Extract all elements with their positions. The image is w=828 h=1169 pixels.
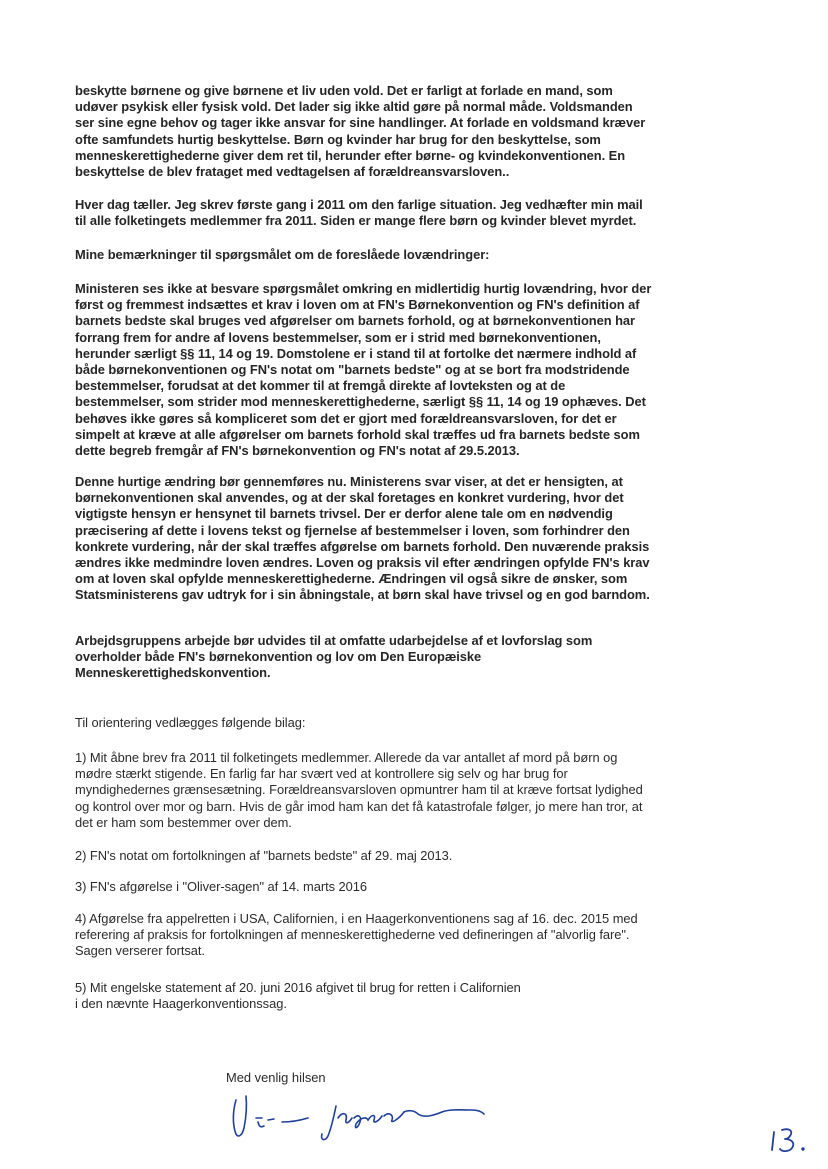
paragraph-minister-answer: Ministeren ses ikke at besvare spørgsmålet omkring en midlertidig hurtig lovændring, hvor der først og fremmest indsættes et krav i loven om at FN's Børnekonvention og FN's definition af barnets bedste skal bruges ved afgørelser om barnets forhold, og at børnekonventionen har forrang frem for andre af lovens bestemmelser, som er i strid med børnekonventionen, herunder særligt §§ 11, 14 og 19. Domstolene er i stand til at fortolke det nærmere indhold af både børnekonventionen og FN's notat om "barnets bedste" og at se bort fra modstridende bestemmelser, forudsat at det kommer til at fremgå direkte af lovteksten og at de bestemmelser, som strider mod menneskerettighederne, særligt §§ 11, 14 og 19 ophæves. Det behøves ikke gøres så kompliceret som det er gjort med forældreansvarsloven, for det er simpelt at kræve at alle afgørelser om barnets forhold skal træffes ud fra barnets bedste som dette begreb fremgår af FN's børnekonvention og FN's notat af 29.5.2013. bbox=[75, 281, 652, 459]
closing-greeting: Med venlig hilsen bbox=[226, 1070, 326, 1085]
attachment-item-5: 5) Mit engelske statement af 20. juni 2016 afgivet til brug for retten i Californien i den nævnte Haagerkonventionssag. bbox=[75, 980, 521, 1012]
attachment-item-1: 1) Mit åbne brev fra 2011 til folketingets medlemmer. Allerede da var antallet af mord på børn og mødre stærkt stigende. En farlig far har svært ved at kontrollere sig selv og har brug for myndighedernes grænsesætning. Forældreansvarsloven opmuntrer ham til at kræve fortsat lydighed og kontrol over mor og barn. Hvis de går imod ham kan det få katastrofale følger, jo mere han tror, at det er ham som bestemmer over dem. bbox=[75, 750, 643, 830]
paragraph-attachments-intro: Til orientering vedlægges følgende bilag: bbox=[75, 715, 306, 730]
page-number-icon bbox=[768, 1124, 812, 1154]
paragraph-quick-change: Denne hurtige ændring bør gennemføres nu. Ministerens svar viser, at det er hensigten, at børnekonventionen skal anvendes, og at der skal foretages en konkret vurdering, hvor det vigtigste hensyn er hensynet til barnets trivsel. Der er derfor alene tale om en nødvendig præcisering af dette i lovens tekst og fjernelse af bestemmelser i loven, som forhindrer den konkrete vurdering, når der skal træffes afgørelse om barnets forhold. Den nuværende praksis ændres ikke medmindre loven ændres. Loven og praksis vil efter ændringen opfylde FN's krav om at loven skal opfylde menneskerettighederne. Ændringen vil også sikre de ønsker, som Statsministerens gav udtryk for i sin åbningstale, at børn skal have trivsel og en god barndom. bbox=[75, 474, 650, 603]
paragraph-working-group: Arbejdsgruppens arbejde bør udvides til at omfatte udarbejdelse af et lovforslag som overholder både FN's børnekonvention og lov om Den Europæiske Menneskerettighedskonvention. bbox=[75, 633, 593, 681]
paragraph-protection-of-children: beskytte børnene og give børnene et liv uden vold. Det er farligt at forlade en mand, som udøver psykisk eller fysisk vold. Det lader sig ikke altid gøre på normal måde. Voldsmanden ser sine egne behov og tager ikke ansvar for sine handlinger. At forlade en voldsmand kræver ofte samfundets hurtig beskyttelse. Børn og kvinder har brug for den beskyttelse, som menneskerettighederne giver dem ret til, herunder efter børne- og kvindekonventionen. En beskyttelse de blev frataget med vedtagelsen af forældreansvarsloven.. bbox=[75, 83, 646, 180]
paragraph-every-day-counts: Hver dag tæller. Jeg skrev første gang i 2011 om den farlige situation. Jeg vedhæfter min mail til alle folketingets medlemmer fra 2011. Siden er mange flere børn og kvinder blevet myrdet. bbox=[75, 197, 643, 229]
attachment-item-4: 4) Afgørelse fra appelretten i USA, Californien, i en Haagerkonventionens sag af 16. dec. 2015 med referering af praksis for fortolkningen af menneskerettighederne ved defineringen af "alvorlig fare". Sagen verserer fortsat. bbox=[75, 911, 638, 959]
attachment-item-2: 2) FN's notat om fortolkningen af "barnets bedste" af 29. maj 2013. bbox=[75, 848, 453, 863]
attachment-item-3: 3) FN's afgørelse i "Oliver-sagen" af 14. marts 2016 bbox=[75, 879, 368, 894]
paragraph-remarks-heading: Mine bemærkninger til spørgsmålet om de foreslåede lovændringer: bbox=[75, 247, 490, 262]
handwritten-signature-icon bbox=[228, 1088, 488, 1148]
